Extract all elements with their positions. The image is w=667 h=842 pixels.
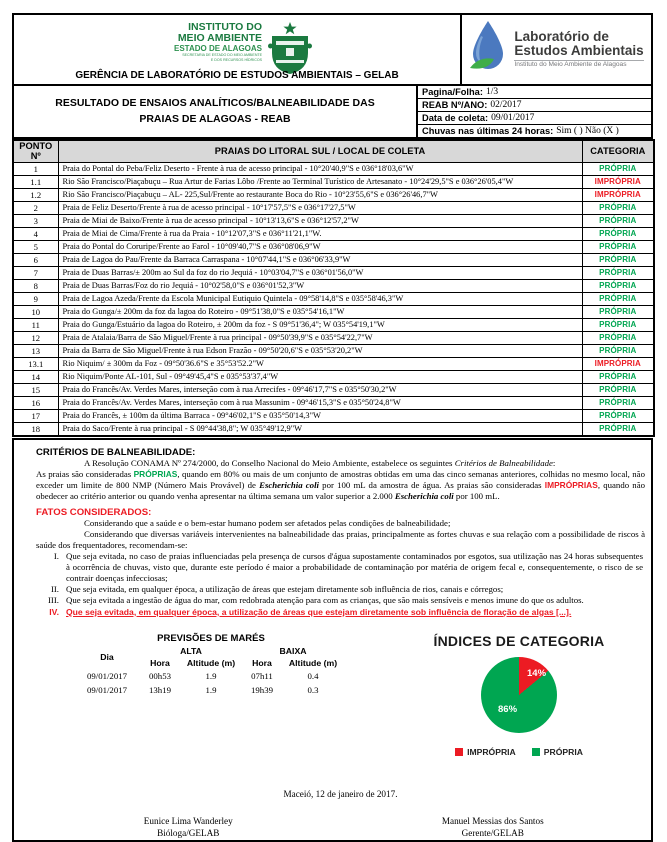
cell-categoria: PRÓPRIA — [582, 292, 654, 305]
table-row — [13, 188, 654, 201]
tide-title: PREVISÕES DE MARÉS — [157, 632, 265, 644]
pie-chart — [481, 657, 557, 733]
cell-local: Praia do Saco/Frente à rua principal - S 09°44'38,8"; W 035°49'12,9"W — [58, 422, 582, 436]
cell-ponto: 13 — [13, 344, 58, 357]
tide-table — [74, 632, 338, 697]
gelab-title-line1: Laboratório de — [514, 29, 609, 45]
info-label: Data de coleta: — [422, 113, 489, 123]
info-row — [418, 99, 651, 112]
text-segment: A Resolução CONAMA Nº 274/2000, do Conselho Nacional do Meio Ambiente, estabelece os seguintes — [84, 457, 455, 468]
gerencia-title: GERÊNCIA DE LABORATÓRIO DE ESTUDOS AMBIENTAIS – GELAB — [75, 70, 399, 81]
table-row — [13, 396, 654, 409]
signature-name: Manuel Messias dos Santos — [441, 815, 544, 826]
tide-cell: 07h11 — [251, 670, 273, 681]
tide-cell: 1.9 — [205, 670, 217, 681]
tide-cell: 09/01/2017 — [86, 684, 128, 695]
cell-ponto: 1.1 — [13, 175, 58, 188]
info-row — [418, 112, 651, 125]
fatos-item — [36, 606, 645, 619]
fatos-item — [36, 551, 645, 584]
tide-col-alta: ALTA — [180, 645, 202, 656]
cell-categoria: PRÓPRIA — [582, 227, 654, 240]
fatos-item — [36, 595, 645, 606]
cell-ponto: 15 — [13, 383, 58, 396]
cell-ponto: 13.1 — [13, 357, 58, 370]
col-header-ponto — [13, 140, 58, 162]
cell-categoria: PRÓPRIA — [582, 344, 654, 357]
fatos-item-text: Que seja evitada, em qualquer época, a utilização de áreas que estejam diretamente sob influência de floração de algas [...]. — [66, 606, 572, 617]
cell-ponto: 1 — [13, 162, 58, 175]
cell-ponto: 10 — [13, 305, 58, 318]
cell-categoria: PRÓPRIA — [582, 331, 654, 344]
legend-item — [455, 747, 516, 757]
cell-ponto: 7 — [13, 266, 58, 279]
signature-block — [341, 815, 646, 839]
chart-legend — [394, 747, 644, 757]
tide-col-baixa: BAIXA — [279, 645, 307, 656]
cell-ponto: 3 — [13, 214, 58, 227]
col-header-categoria: CATEGORIA — [582, 140, 654, 162]
legend-label: PRÓPRIA — [543, 746, 583, 757]
fatos-item-number: IV. — [49, 606, 59, 617]
table-row — [13, 292, 654, 305]
table-row — [13, 253, 654, 266]
ima-line5: E DOS RECURSOS HÍDRICOS — [210, 58, 263, 63]
signature-block — [36, 815, 341, 839]
cell-categoria: PRÓPRIA — [582, 201, 654, 214]
ima-line1: INSTITUTO DO — [188, 21, 263, 33]
gelab-title-line2: Estudos Ambientais — [514, 42, 644, 58]
cell-local: Praia de Miai de Cima/Frente à rua da Praia - 10°12'07,3"S e 036°11'21,1"W. — [58, 227, 582, 240]
text-segment: Escherichia coli — [394, 490, 454, 501]
notes-section — [12, 438, 653, 842]
cell-categoria: PRÓPRIA — [582, 240, 654, 253]
text-segment: As praias são consideradas — [36, 468, 134, 479]
signature-name: Eunice Lima Wanderley — [143, 815, 233, 826]
tide-col-alt-alta: Altitude (m) — [186, 657, 236, 668]
table-row — [13, 305, 654, 318]
fatos-heading: FATOS CONSIDERADOS: — [36, 506, 152, 518]
cell-local: Rio São Francisco/Piaçabuçu – AL- 225,Sul/Frente ao restaurante Boca do Rio - 10°23'55,6"S e 036°26'46,7"W — [58, 188, 582, 201]
cell-ponto: 1.2 — [13, 188, 58, 201]
report-info — [418, 86, 651, 137]
cell-local: Praia do Francês/Av. Verdes Mares, interseção com à rua Massunim - 09°46'15,3"S e 035°50'24,8"W — [58, 396, 582, 409]
cell-ponto: 2 — [13, 201, 58, 214]
cell-local: Praia do Francês, ± 100m da última Barraca - 09°46'02,1"S e 035°50'14,3"W — [58, 409, 582, 422]
fatos-item-number: II. — [50, 583, 59, 594]
cell-local: Rio Niquim/Ponte AL-101, Sul - 09°49'45,4"S e 035°53'37,4"W — [58, 370, 582, 383]
signature-role: Gerente/GELAB — [461, 827, 524, 838]
table-row — [13, 318, 654, 331]
text-segment: por 100 mL da amostra de água. As praias são consideradas — [318, 479, 545, 490]
cell-categoria: PRÓPRIA — [582, 409, 654, 422]
table-row — [13, 370, 654, 383]
tide-cell: 13h19 — [149, 684, 171, 695]
chart-title: ÍNDICES DE CATEGORIA — [433, 632, 605, 649]
fatos-paragraph-1: Considerando que a saúde e o bem-estar humano podem ser afetados pelas condições de balneabilidade; — [84, 517, 451, 528]
cell-categoria: PRÓPRIA — [582, 383, 654, 396]
beaches-table — [12, 139, 655, 437]
legend-item — [532, 747, 583, 757]
tide-cell: 00h53 — [149, 670, 171, 681]
cell-local: Rio Niquim/ ± 300m da Foz - 09°50'36.6"S e 35°53'52.2"W — [58, 357, 582, 370]
tide-cell: 09/01/2017 — [86, 670, 128, 681]
report-title-line1: RESULTADO DE ENSAIOS ANALÍTICOS/BALNEABILIDADE DAS — [55, 96, 375, 109]
tide-cell: 19h39 — [251, 684, 273, 695]
table-row — [13, 279, 654, 292]
category-chart — [394, 633, 644, 757]
pie-label-improria: 14% — [527, 667, 547, 679]
fatos-item — [36, 584, 645, 595]
cell-local: Praia do Francês/Av. Verdes Mares, interseção com à rua Arrecifes - 09°46'17,7"S e 035°50'30,2"W — [58, 383, 582, 396]
text-segment: : — [552, 457, 556, 468]
table-row — [13, 383, 654, 396]
signature-role: Bióloga/GELAB — [157, 827, 220, 838]
cell-local: Praia de Duas Barras/Foz do rio Jequiá - 10°02'58,0"S e 036°01'52,3"W — [58, 279, 582, 292]
cell-categoria: PRÓPRIA — [582, 162, 654, 175]
text-segment: IMPRÓPRIAS — [544, 479, 598, 490]
text-segment: Escherichia coli — [259, 479, 319, 490]
text-segment: , quando não obedecer ao critério anterior ou quando venha apresentar na última semana um valor superior a 2.000 — [36, 479, 646, 501]
tide-cell: 0.4 — [307, 670, 319, 681]
header-left-cell — [14, 15, 462, 84]
table-row — [13, 227, 654, 240]
cell-local: Praia de Lagoa Azeda/Frente da Escola Municipal Eutiquio Quintela - 09°58'14,8"S e 035°58'46,3"W — [58, 292, 582, 305]
cell-local: Praia do Gunga/Estuário da lagoa do Roteiro, ± 200m da foz - S 09°51'36,4"; W 035°54'19,1"W — [58, 318, 582, 331]
ima-logo-text — [174, 22, 262, 63]
fatos-paragraph-2: Considerando que diversas variáveis intervenientes na balneabilidade das praias, principalmente as fortes chuvas e sua relação com a possibilidade de riscos à saúde dos frequentadores, recomendam-se: — [36, 528, 645, 550]
gelab-subtitle: Instituto do Meio Ambiente de Alagoas — [514, 60, 643, 69]
info-value: Sim ( ) Não (X ) — [556, 126, 619, 136]
cell-ponto: 16 — [13, 396, 58, 409]
cell-ponto: 14 — [13, 370, 58, 383]
info-label: Pagina/Folha: — [422, 87, 483, 97]
date-line: Maceió, 12 de janeiro de 2017. — [283, 788, 398, 799]
table-row — [13, 357, 654, 370]
cell-ponto: 18 — [13, 422, 58, 436]
header-right-cell — [462, 15, 651, 84]
table-row — [13, 175, 654, 188]
cell-local: Praia de Lagoa do Pau/Frente da Barraca Carraspana - 10°07'44,1"S e 036°06'33,9"W — [58, 253, 582, 266]
cell-ponto: 5 — [13, 240, 58, 253]
table-row — [13, 162, 654, 175]
cell-local: Praia do Pontal do Peba/Feliz Deserto - Frente à rua de acesso principal - 10°20'40,9"S e 036°18'03,6"W — [58, 162, 582, 175]
col-header-local: PRAIAS DO LITORAL SUL / LOCAL DE COLETA — [58, 140, 582, 162]
cell-ponto: 12 — [13, 331, 58, 344]
fatos-item-text: Que seja evitada, em qualquer época, a utilização de áreas que estejam diretamente sob influência de rios, canais e córregos; — [66, 583, 504, 594]
legend-swatch-icon — [455, 748, 463, 756]
signatures — [36, 815, 645, 839]
tide-col-alt-baixa: Altitude (m) — [288, 657, 338, 668]
cell-categoria: PRÓPRIA — [582, 266, 654, 279]
cell-categoria: PRÓPRIA — [582, 253, 654, 266]
cell-local: Praia de Duas Barras/± 200m ao Sul da foz do rio Jequiá - 10°03'04,7"S e 036°01'56,0"W — [58, 266, 582, 279]
cell-local: Praia do Pontal do Coruripe/Frente ao Farol - 10°09'40,7"S e 036°08'06,9"W — [58, 240, 582, 253]
gelab-logo-text — [514, 30, 643, 69]
table-row — [13, 240, 654, 253]
tide-cell: 0.3 — [307, 684, 319, 695]
tide-grid — [74, 645, 338, 697]
report-title — [14, 86, 418, 137]
ima-line2: MEIO AMBIENTE — [177, 32, 263, 45]
cell-ponto: 4 — [13, 227, 58, 240]
text-segment: , quando em 80% ou mais de um conjunto de amostras obtidas em uma das cinco semanas anteriores, colhidas no mesmo local, não exceder um limite de 800 NMP (Número Mais Provável) de — [36, 468, 645, 490]
text-segment: Critérios de Balneabilidade — [454, 457, 553, 468]
tides-and-chart-row — [36, 633, 645, 771]
text-segment: por 100 mL. — [453, 490, 500, 501]
cell-local: Rio São Francisco/Piaçabuçu – Rua Artur de Farias Lôbo /Frente ao Terminal Turístico de Artesanato - 10°24'29,5"S e 036°26'05,4"W — [58, 175, 582, 188]
cell-local: Praia do Gunga/± 200m da foz da lagoa do Roteiro - 09°51'38,0"S e 035°54'16,1"W — [58, 305, 582, 318]
fatos-items — [36, 551, 645, 619]
report-frame — [12, 13, 653, 842]
table-row — [13, 214, 654, 227]
cell-local: Praia de Atalaia/Barra de São Miguel/Frente à rua principal - 09°50'39,9"S e 035°54'22,7"W — [58, 331, 582, 344]
info-label: Chuvas nas últimas 24 horas: — [422, 126, 554, 136]
cell-categoria: PRÓPRIA — [582, 370, 654, 383]
legend-swatch-icon — [532, 748, 540, 756]
cell-ponto: 8 — [13, 279, 58, 292]
cell-categoria: PRÓPRIA — [582, 318, 654, 331]
table-header-row — [13, 140, 654, 162]
cell-categoria: IMPRÓPRIA — [582, 175, 654, 188]
cell-ponto: 11 — [13, 318, 58, 331]
table-row — [13, 266, 654, 279]
cell-categoria: PRÓPRIA — [582, 279, 654, 292]
cell-ponto: 6 — [13, 253, 58, 266]
cell-local: Praia de Miai de Baixo/Frente à rua de acesso principal - 10°13'13,6"S e 036°12'57,2"W — [58, 214, 582, 227]
info-value: 02/2017 — [490, 100, 522, 110]
info-label: REAB Nº/ANO: — [422, 100, 488, 110]
tide-col-hora-baixa: Hora — [252, 657, 272, 668]
table-row — [13, 201, 654, 214]
table-row — [13, 344, 654, 357]
cell-ponto: 17 — [13, 409, 58, 422]
legend-label: IMPRÓPRIA — [467, 746, 516, 757]
info-row — [418, 125, 651, 137]
pie-label-propria: 86% — [498, 703, 518, 715]
report-title-line2: PRAIAS DE ALAGOAS - REAB — [139, 112, 291, 125]
fatos-item-text: Que seja evitada, no caso de praias influenciadas pela presença de cursos d'água supostamente contaminados por esgotos, sua utilização nas 24 horas subsequentes à ocorrência de chuvas, visto que, durante este período é maior a probabilidade de contaminação por matéria de origem fecal e, consequentemente, o risco de se contrair doenças infecciosas; — [66, 550, 643, 583]
info-value: 09/01/2017 — [491, 113, 535, 123]
cell-ponto: 9 — [13, 292, 58, 305]
ima-line3: ESTADO DE ALAGOAS — [174, 44, 263, 54]
tide-col-hora-alta: Hora — [150, 657, 170, 668]
cell-categoria: IMPRÓPRIA — [582, 188, 654, 201]
ima-line4: SECRETARIA DE ESTADO DO MEIO AMBIENTE — [182, 53, 263, 58]
fatos-item-number: III. — [48, 594, 59, 605]
cell-categoria: PRÓPRIA — [582, 422, 654, 436]
cell-local: Praia de Feliz Deserto/Frente à rua de acesso principal - 10°17'57,5"S e 036°17'27,5"W — [58, 201, 582, 214]
fatos-item-text: Que seja evitada a ingestão de água do mar, com redobrada atenção para com as crianças, que são mais sensíveis e menos imune do que os adultos. — [66, 594, 584, 605]
text-segment: PRÓPRIAS — [133, 468, 178, 479]
cell-categoria: PRÓPRIA — [582, 305, 654, 318]
cell-categoria: PRÓPRIA — [582, 214, 654, 227]
cell-categoria: PRÓPRIA — [582, 396, 654, 409]
info-row — [418, 86, 651, 99]
criterios-paragraph-2 — [36, 469, 645, 502]
col-header-ponto-line2: Nº — [30, 151, 41, 162]
table-row — [13, 409, 654, 422]
col-header-ponto-line1: PONTO — [19, 141, 53, 152]
table-row — [13, 331, 654, 344]
info-value: 1/3 — [485, 87, 499, 97]
water-drop-icon — [469, 20, 507, 79]
cell-categoria: IMPRÓPRIA — [582, 357, 654, 370]
cell-local: Praia da Barra de São Miguel/Frente à rua Edson Frazão - 09°50'20,6"S e 035°53'20,2"W — [58, 344, 582, 357]
criterios-paragraph-1 — [36, 458, 645, 469]
fatos-item-number: I. — [53, 550, 59, 561]
tide-col-dia: Dia — [100, 651, 114, 662]
table-row — [13, 422, 654, 436]
title-info-block — [12, 86, 653, 139]
header — [12, 13, 653, 86]
criterios-heading: CRITÉRIOS DE BALNEABILIDADE: — [36, 446, 196, 458]
tide-cell: 1.9 — [205, 684, 217, 695]
